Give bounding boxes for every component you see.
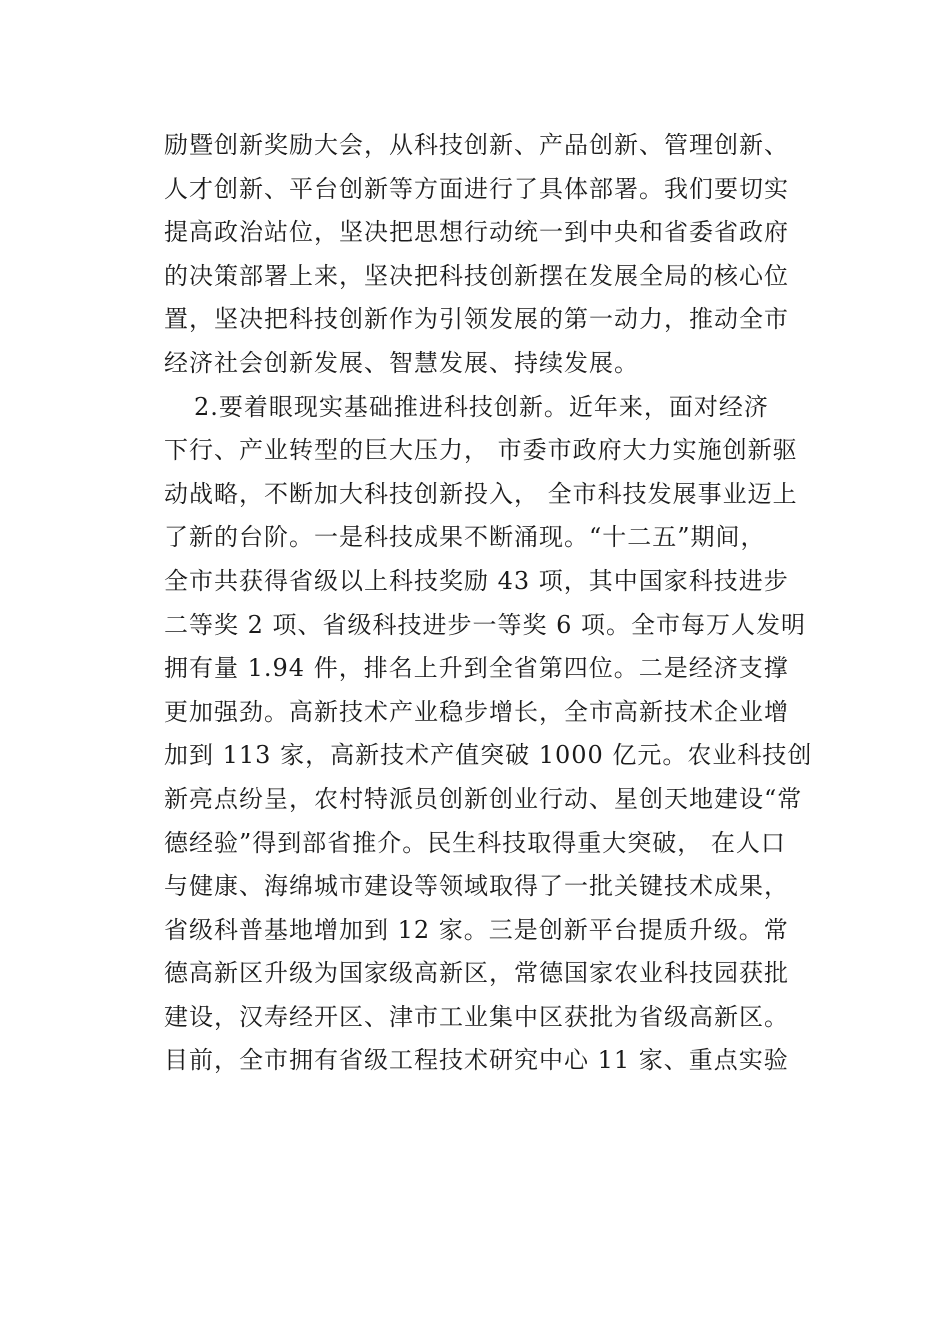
text-line: 加到 113 家，高新技术产值突破 1000 亿元。农业科技创 — [164, 741, 813, 770]
paragraph-2 — [164, 386, 813, 1084]
text-line: 置，坚决把科技创新作为引领发展的第一动力，推动全市 — [164, 305, 789, 334]
text-line: 经济社会创新发展、智慧发展、持续发展。 — [164, 348, 639, 377]
text-line: 动战略，不断加大科技创新投入， 全市科技发展事业迈上 — [164, 479, 798, 508]
text-line: 提高政治站位，坚决把思想行动统一到中央和省委省政府 — [164, 218, 789, 247]
text-line: 德高新区升级为国家级高新区，常德国家农业科技园获批 — [164, 959, 789, 988]
text-line: 励暨创新奖励大会，从科技创新、产品创新、管理创新、 — [164, 131, 789, 159]
text-line: 二等奖 2 项、省级科技进步一等奖 6 项。全市每万人发明 — [164, 610, 807, 639]
text-line: 省级科普基地增加到 12 家。三是创新平台提质升级。常 — [164, 915, 789, 944]
text-line: 人才创新、平台创新等方面进行了具体部署。我们要切实 — [164, 174, 789, 203]
text-line: 2.要着眼现实基础推进科技创新。近年来，面对经济 — [194, 392, 769, 421]
text-line: 与健康、海绵城市建设等领域取得了一批关键技术成果， — [164, 872, 789, 901]
text-line: 目前，全市拥有省级工程技术研究中心 11 家、重点实验 — [164, 1046, 789, 1075]
text-line: 的决策部署上来，坚决把科技创新摆在发展全局的核心位 — [164, 261, 789, 290]
text-line: 建设，汉寿经开区、津市工业集中区获批为省级高新区。 — [164, 1002, 789, 1031]
text-line: 下行、产业转型的巨大压力， 市委市政府大力实施创新驱 — [164, 436, 798, 465]
text-line: 新亮点纷呈，农村特派员创新创业行动、星创天地建设“常 — [164, 784, 803, 813]
paragraph-1 — [164, 124, 804, 386]
body-text — [164, 124, 813, 1083]
text-line: 了新的台阶。一是科技成果不断涌现。“十二五”期间， — [164, 523, 766, 552]
text-line: 更加强劲。高新技术产业稳步增长，全市高新技术企业增 — [164, 697, 789, 726]
text-line: 全市共获得省级以上科技奖励 43 项，其中国家科技进步 — [164, 566, 789, 595]
text-line: 拥有量 1.94 件，排名上升到全省第四位。二是经济支撑 — [164, 654, 789, 683]
text-line: 德经验”得到部省推介。民生科技取得重大突破， 在人口 — [164, 828, 786, 857]
